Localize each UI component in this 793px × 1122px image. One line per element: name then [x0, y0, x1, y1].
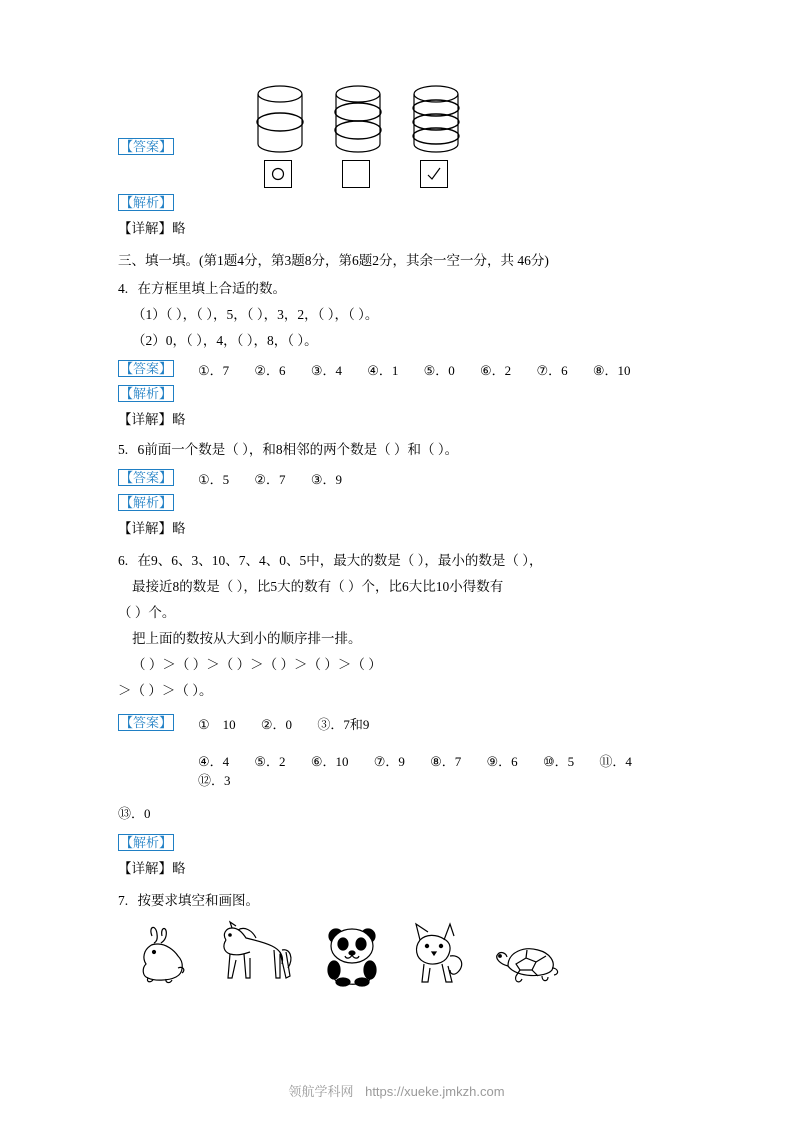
cylinder-one-coil-icon — [250, 82, 310, 167]
q6-answer-list-1 — [198, 714, 391, 733]
q5-answer-list — [198, 469, 364, 488]
q6-answer-row — [118, 714, 688, 733]
q6-answer-item: ②．0 — [260, 717, 293, 732]
q6-answer-item: ① 10 — [198, 717, 236, 732]
q6-answer-item: ⑥．10 — [310, 754, 349, 769]
mark-box-circle — [264, 160, 292, 188]
q6-number: 6. — [118, 553, 129, 568]
mark-box-check — [420, 160, 448, 188]
q7-stem-row — [118, 888, 688, 914]
q4-analysis-tag: 【解析】 — [120, 386, 173, 401]
rabbit-icon — [126, 924, 196, 988]
q6-line2: 最接近8的数是（ ），比5大的数有（ ）个，比6大比10小得数有 — [132, 579, 504, 594]
q4-answer-row — [118, 360, 688, 379]
q4-stem: 在方框里填上合适的数。 — [137, 281, 286, 296]
q5-answer-item: ③．9 — [310, 472, 342, 487]
q2-answer-block — [118, 60, 688, 190]
q4-answer-tag: 【答案】 — [120, 361, 173, 376]
footer-url: https://xueke.jmkzh.com — [365, 1084, 505, 1099]
q4-answer-item: ③．4 — [310, 363, 342, 378]
q2-drawing — [180, 60, 688, 190]
q5-answer-tag-wrap — [118, 469, 180, 487]
q4-line2: （2）0，（ ），4，（ ），8，（ ）。 — [132, 333, 318, 348]
q6-detail-value: 略 — [172, 861, 186, 876]
q2-detail-tag: 【详解】 — [118, 221, 172, 236]
q4-analysis-tag-wrap — [118, 385, 180, 403]
q6-answer-item: ⑬．0 — [118, 806, 151, 821]
q6-detail-tag: 【详解】 — [118, 861, 172, 876]
q2-analysis-tag-wrap — [118, 194, 180, 212]
fox-icon — [400, 920, 478, 990]
document-content — [118, 60, 688, 998]
q5-detail-row — [118, 516, 688, 542]
q6-answer-item: ⑫．3 — [198, 773, 231, 788]
q4-answer-list — [198, 360, 653, 379]
q5-stem: 6前面一个数是（ ），和8相邻的两个数是（ ）和（ ）。 — [137, 442, 459, 457]
q5-analysis-tag-wrap — [118, 494, 180, 512]
q7-stem: 按要求填空和画图。 — [137, 893, 259, 908]
cylinder-drawing-area — [180, 60, 688, 190]
mark-box-empty — [342, 160, 370, 188]
footer — [0, 1081, 793, 1100]
q4-answer-item: ⑤．0 — [423, 363, 455, 378]
q2-answer-tag: 【答案】 — [120, 139, 173, 154]
q4-detail-row — [118, 407, 688, 433]
q5-answer-item: ②．7 — [254, 472, 286, 487]
footer-brand: 领航学科网 — [288, 1084, 354, 1099]
q6-analysis-tag: 【解析】 — [120, 835, 173, 850]
q5-detail-value: 略 — [172, 521, 186, 536]
q6-answer-item: ③．7和9 — [317, 717, 370, 732]
check-icon — [426, 167, 442, 181]
q6-detail-row — [118, 856, 688, 882]
q5-analysis-tag: 【解析】 — [120, 495, 173, 510]
q5-stem-row — [118, 437, 688, 463]
q6-answer-item: ⑤．2 — [254, 754, 286, 769]
q5-number: 5. — [118, 442, 129, 457]
q2-answer-tag-wrap — [118, 60, 180, 156]
panda-icon — [314, 922, 392, 990]
q6-answer-tag-wrap — [118, 714, 180, 732]
q2-detail-row — [118, 216, 688, 242]
q6-answer-item: ⑦．9 — [373, 754, 405, 769]
q4-line1: （1）（ ），（ ），5，（ ），3，2，（ ），（ ）。 — [132, 307, 379, 322]
q6-answer-item: ⑩．5 — [542, 754, 575, 769]
q4-answer-tag-wrap — [118, 360, 180, 378]
q5-detail-tag: 【详解】 — [118, 521, 172, 536]
q5-answer-tag: 【答案】 — [120, 470, 173, 485]
q6-line1-row — [118, 548, 688, 574]
turtle-icon — [486, 934, 570, 990]
q6-answer-list-2 — [198, 751, 688, 789]
q6-analysis-row — [118, 834, 688, 852]
q7-animal-row — [126, 920, 688, 998]
q6-line1: 在9、6、3、10、7、4、0、5中，最大的数是（ ），最小的数是（ ）， — [137, 553, 543, 568]
q4-answer-item: ⑦．6 — [536, 363, 568, 378]
q6-line5: （ ）＞（ ）＞（ ）＞（ ）＞（ ）＞（ ） — [132, 657, 382, 672]
q4-answer-item: ④．1 — [367, 363, 399, 378]
q4-detail-tag: 【详解】 — [118, 412, 172, 427]
q6-line4: 把上面的数按从大到小的顺序排一排。 — [132, 631, 362, 646]
q4-answer-item: ⑧．10 — [592, 363, 631, 378]
q6-line6: ＞（ ）＞（ ）。 — [118, 683, 213, 698]
q4-answer-item: ⑥．2 — [480, 363, 512, 378]
q6-answer-item: ⑪．4 — [599, 754, 632, 769]
q5-answer-row — [118, 469, 688, 488]
q2-detail-value: 略 — [172, 221, 186, 236]
q2-analysis-tag: 【解析】 — [120, 195, 173, 210]
q6-answer-item: ⑧．7 — [430, 754, 462, 769]
q4-answer-item: ①．7 — [198, 363, 230, 378]
q6-answer-tag: 【答案】 — [120, 715, 173, 730]
q6-line3: （ ）个。 — [118, 605, 176, 620]
q6-answer-list-3 — [118, 803, 688, 822]
q4-number: 4. — [118, 281, 129, 296]
cylinder-three-coils-icon — [406, 82, 466, 167]
q2-analysis-row — [118, 194, 688, 212]
cylinder-two-coils-icon — [328, 82, 388, 167]
q5-analysis-row — [118, 494, 688, 512]
q4-analysis-row — [118, 385, 688, 403]
circle-icon — [271, 167, 285, 181]
q6-answer-item: ⑨．6 — [486, 754, 518, 769]
q6-analysis-tag-wrap — [118, 834, 180, 852]
horse-icon — [208, 920, 298, 990]
q4-detail-value: 略 — [172, 412, 186, 427]
section3-heading: 三、填一填。(第1题4分，第3题8分，第6题2分，其余一空一分，共 46分) — [118, 253, 549, 268]
q4-stem-row — [118, 276, 688, 302]
q4-answer-item: ②．6 — [254, 363, 286, 378]
q6-answer-item: ④．4 — [198, 754, 230, 769]
q7-number: 7. — [118, 893, 129, 908]
q5-answer-item: ①．5 — [198, 472, 230, 487]
